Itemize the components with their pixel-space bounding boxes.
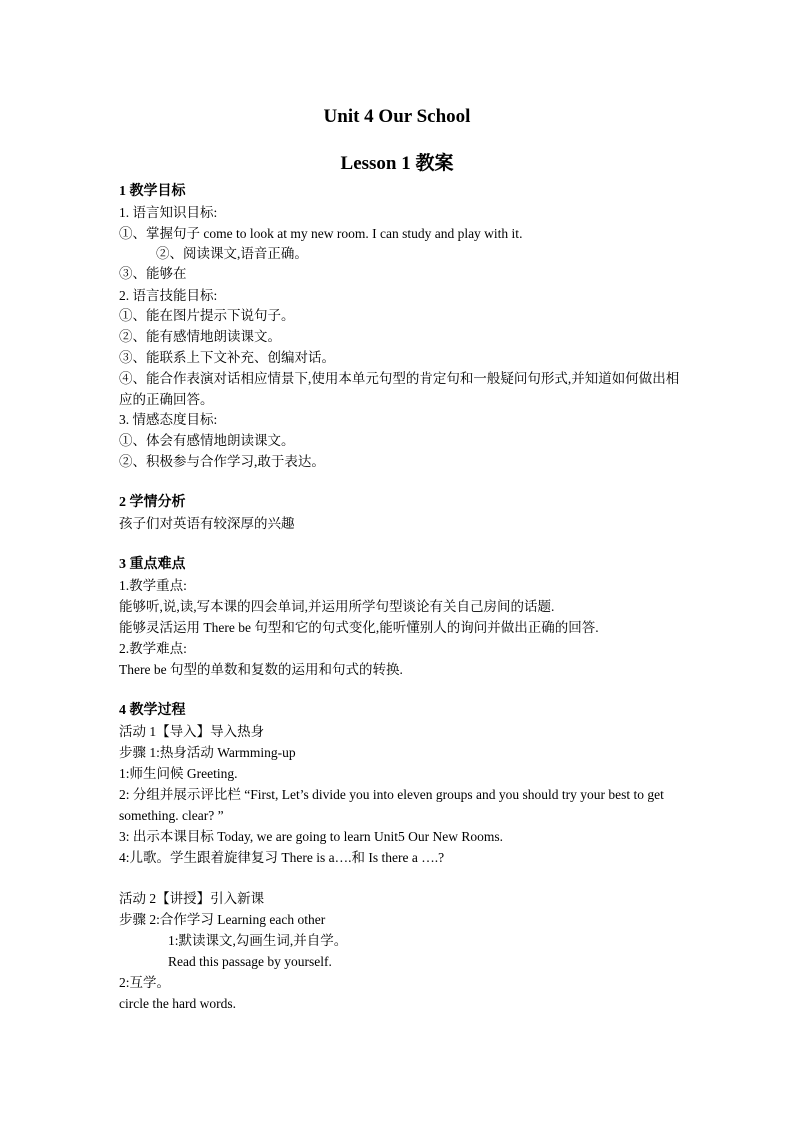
text-line: There be 句型的单数和复数的运用和句式的转换. xyxy=(119,662,403,677)
section-heading-key-points: 3 重点难点 xyxy=(119,557,186,572)
text-line: 3. 情感态度目标: xyxy=(119,412,218,427)
text-line: ①、体会有感情地朗读课文。 xyxy=(119,433,295,448)
text-paragraph: 2: 分组并展示评比栏 “First, Let’s divide you into eleven groups and you should try your best to get something. clear? ” xyxy=(119,787,664,823)
doc-title: Unit 4 Our School xyxy=(323,106,471,127)
text-line: Read this passage by yourself. xyxy=(168,954,332,969)
text-line: ③、能联系上下文补充、创编对话。 xyxy=(119,350,335,365)
text-line: 1. 语言知识目标: xyxy=(119,205,218,220)
text-line: 活动 2【讲授】引入新课 xyxy=(119,891,265,906)
text-line: 2.教学难点: xyxy=(119,641,187,656)
text-line: 活动 1【导入】导入热身 xyxy=(119,724,265,739)
text-line: 3: 出示本课目标 Today, we are going to learn Unit5 Our New Rooms. xyxy=(119,829,503,844)
text-line: 孩子们对英语有较深厚的兴趣 xyxy=(119,516,295,531)
text-paragraph: ④、能合作表演对话相应情景下,使用本单元句型的肯定句和一般疑问句形式,并知道如何做出相应的正确回答。 xyxy=(119,371,680,407)
doc-subtitle: Lesson 1 教案 xyxy=(340,153,454,174)
text-line: 步骤 1:热身活动 Warmming-up xyxy=(119,745,296,760)
section-heading-analysis: 2 学情分析 xyxy=(119,495,186,510)
text-line: ③、能够在 xyxy=(119,266,187,281)
text-line: 能够灵活运用 There be 句型和它的句式变化,能听懂别人的询问并做出正确的回答. xyxy=(119,620,599,635)
text-line: ②、阅读课文,语音正确。 xyxy=(156,246,308,261)
text-line: 4:儿歌。学生跟着旋律复习 There is a….和 Is there a ….? xyxy=(119,850,445,865)
text-line: ①、掌握句子 come to look at my new room. I can study and play with it. xyxy=(119,226,523,241)
text-line: 2. 语言技能目标: xyxy=(119,288,218,303)
text-line: circle the hard words. xyxy=(119,996,236,1011)
text-line: 能够听,说,读,写本课的四会单词,并运用所学句型谈论有关自己房间的话题. xyxy=(119,599,555,614)
text-line: 1:师生问候 Greeting. xyxy=(119,766,238,781)
text-line: 1:默读课文,勾画生词,并自学。 xyxy=(168,933,348,948)
text-line: 步骤 2:合作学习 Learning each other xyxy=(119,912,326,927)
text-line: 1.教学重点: xyxy=(119,578,187,593)
section-heading-goals: 1 教学目标 xyxy=(119,184,186,199)
text-line: 2:互学。 xyxy=(119,975,171,990)
text-line: ②、能有感情地朗读课文。 xyxy=(119,329,281,344)
text-line: ①、能在图片提示下说句子。 xyxy=(119,308,295,323)
text-line: ②、积极参与合作学习,敢于表达。 xyxy=(119,454,325,469)
section-heading-process: 4 教学过程 xyxy=(119,703,186,718)
